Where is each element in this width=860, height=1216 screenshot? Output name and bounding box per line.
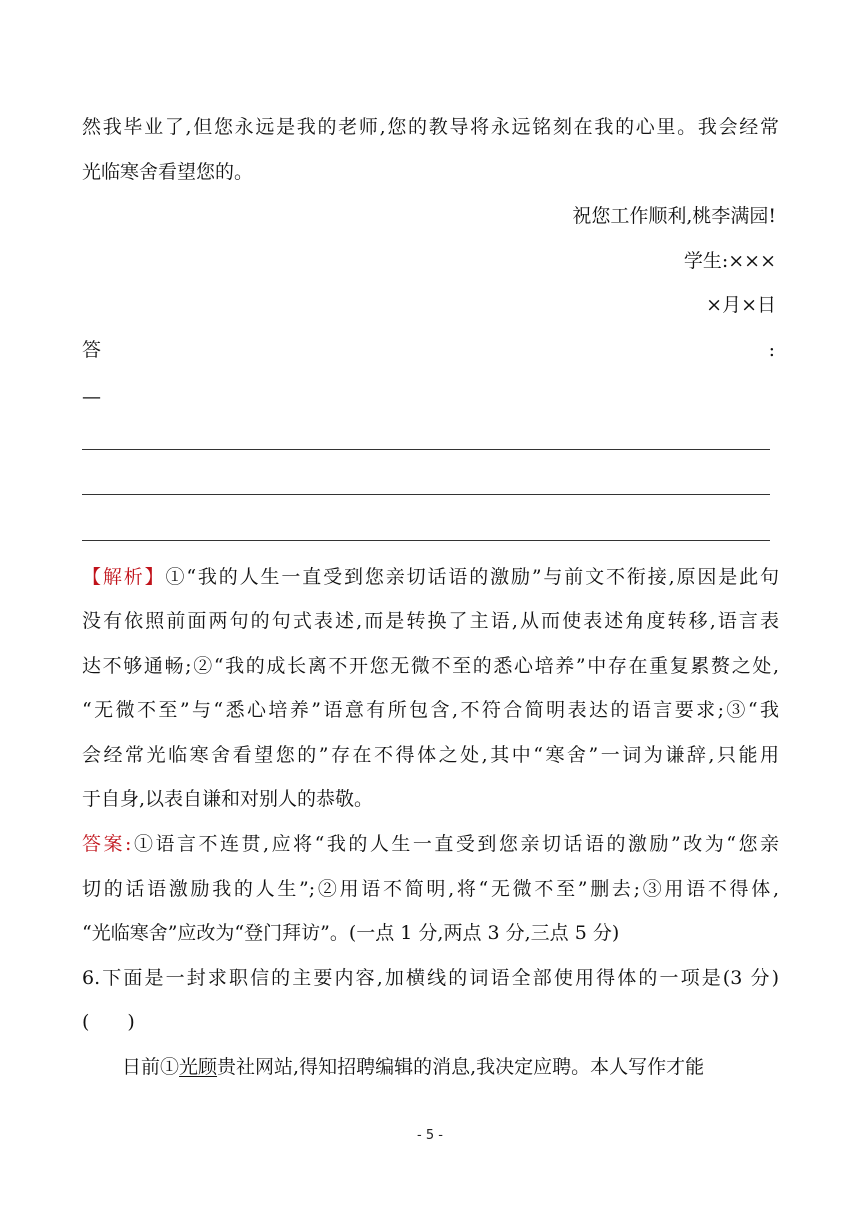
- analysis-line-2: 没有依照前面两句的句式表述,而是转换了主语,从而使表述角度转移,语言表: [82, 610, 779, 632]
- answer-prompt-label: 答: [82, 339, 102, 361]
- question-6-body-pre: 日前①: [122, 1056, 180, 1078]
- analysis-line-1: [82, 564, 779, 590]
- question-6-line-1: 6.下面是一封求职信的主要内容,加横线的词语全部使用得体的一项是(3 分): [82, 967, 779, 989]
- answer-dash: —: [82, 386, 101, 408]
- answer-line-1-text: ①语言不连贯,应将“我的人生一直受到您亲切话语的激励”改为“您亲: [131, 833, 780, 855]
- letter-line-2: 光临寒舍看望您的。: [82, 161, 254, 183]
- question-6-body: [122, 1054, 762, 1080]
- question-6-answer-blank[interactable]: ( ): [82, 1011, 135, 1033]
- question-6-body-post: 贵社网站,得知招聘编辑的消息,我决定应聘。本人写作才能: [217, 1056, 705, 1078]
- analysis-line-5: 会经常光临寒舍看望您的”存在不得体之处,其中“寒舍”一词为谦辞,只能用: [82, 744, 779, 766]
- letter-line-1: 然我毕业了,但您永远是我的老师,您的教导将永远铭刻在我的心里。我会经常: [82, 116, 779, 138]
- answer-line-2: 切的话语激励我的人生”;②用语不简明,将“无微不至”删去;③用语不得体,: [82, 878, 779, 900]
- answer-tag: 答案:: [82, 833, 132, 855]
- answer-blank-line-2[interactable]: [82, 494, 770, 495]
- letter-signature: 学生:×××: [683, 250, 776, 272]
- analysis-line-1-text: ①“我的人生一直受到您亲切话语的激励”与前文不衔接,原因是此句: [165, 566, 779, 588]
- answer-prompt-colon: :: [768, 339, 775, 361]
- analysis-line-3: 达不够通畅;②“我的成长离不开您无微不至的悉心培养”中存在重复累赘之处,: [82, 655, 779, 677]
- answer-prompt: [82, 337, 779, 363]
- analysis-line-6: 于自身,以表自谦和对别人的恭敬。: [82, 788, 374, 810]
- letter-closing: 祝您工作顺利,桃李满园!: [572, 205, 776, 227]
- letter-date: ×月×日: [706, 294, 776, 316]
- answer-line-3: “光临寒舍”应改为“登门拜访”。(一点 1 分,两点 3 分,三点 5 分): [82, 922, 620, 944]
- question-6-underlined-word: 光顾: [179, 1056, 218, 1078]
- answer-line-1: [82, 831, 779, 857]
- analysis-tag: 【解析】: [82, 566, 166, 588]
- answer-blank-line-3[interactable]: [82, 540, 770, 541]
- analysis-line-4: “无微不至”与“悉心培养”语意有所包含,不符合简明表达的语言要求;③“我: [82, 699, 779, 721]
- answer-blank-line-1[interactable]: [82, 449, 770, 450]
- page-number: - 5 -: [417, 1128, 443, 1143]
